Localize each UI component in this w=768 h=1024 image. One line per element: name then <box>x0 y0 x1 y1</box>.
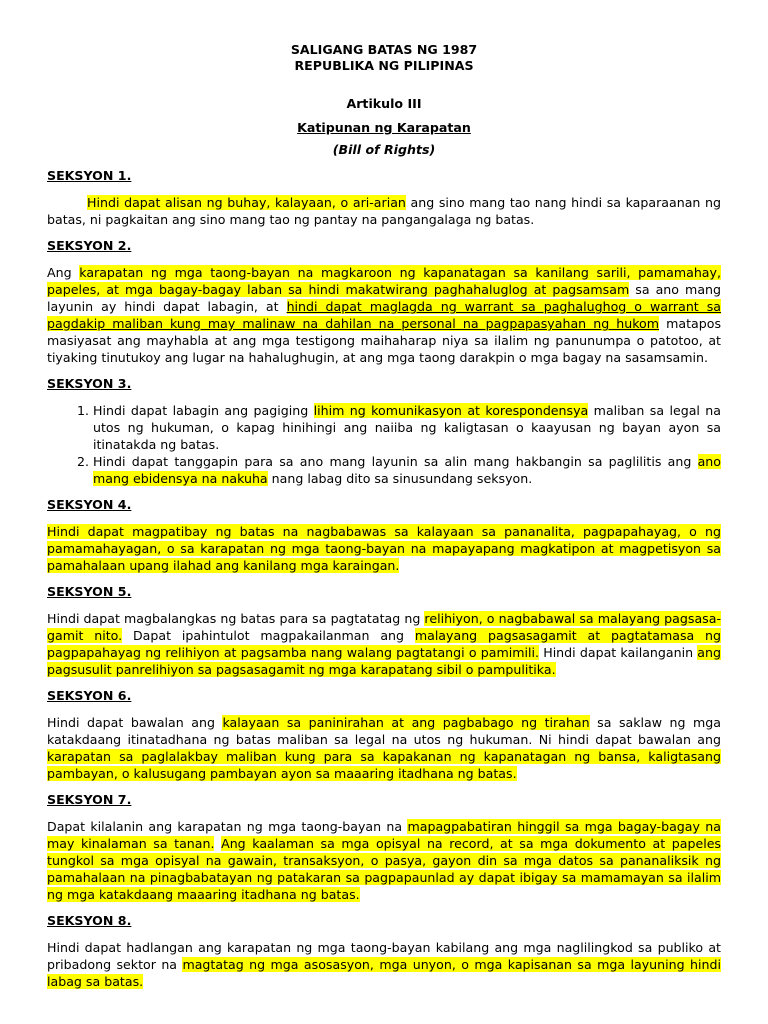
highlight: Hindi dapat alisan ng buhay, kalayaan, o ari-arian <box>87 195 406 210</box>
section-6-text <box>47 714 721 782</box>
text-run: matapos masiyasat ang mayhabla at ang mga testigong maihaharap niya sa ilalim ng panunumpa o patotoo, at tiyaking tinutukoy ang lugar na hahalughugin, at ang mga taong darakpin o mga bagay na sasamsamin. <box>47 316 722 365</box>
highlight: malayang pagsasagamit at pagtatamasa ng pagpapahayag ng relihiyon at pagsamba nang walang pagtatangi o pamimili. <box>47 628 722 660</box>
text-run: sa saklaw ng mga katakdaang itinatadhana ng batas maliban sa legal na utos ng hukuman. Ni hindi dapat bawalan ang <box>47 715 722 747</box>
text-run: Hindi dapat magbalangkas ng batas para sa pagtatatag ng <box>47 611 425 626</box>
section-5-text <box>47 610 721 678</box>
list-item <box>93 402 721 453</box>
section-6-title: SEKSYON 6. <box>47 688 132 703</box>
highlight: relihiyon, o nagbabawal sa malayang pagsasa-gamit nito. <box>47 611 721 643</box>
article-number: Artikulo III <box>346 96 422 111</box>
highlight: ano mang ebidensya na nakuha <box>93 454 721 486</box>
text-run: Ang <box>47 265 80 280</box>
text-run: Dapat kilalanin ang karapatan ng mga taong-bayan na <box>47 819 408 834</box>
highlight: mapagpabatiran hinggil sa mga bagay-bagay na may kinalaman sa tanan. <box>47 819 721 851</box>
document-title-line-2: REPUBLIKA NG PILIPINAS <box>294 58 474 73</box>
highlight: kalayaan sa paninirahan at ang pagbabago ng tirahan <box>222 715 590 730</box>
text-run: ang sino mang tao nang hindi sa kaparaanan ng batas, ni pagkaitan ang sino mang tao ng pantay na pangangalaga ng batas. <box>47 195 721 227</box>
article-heading: Katipunan ng Karapatan <box>297 120 471 135</box>
highlight: Ang kaalaman sa mga opisyal na record, at sa mga dokumento at papeles tungkol sa mga opisyal na gawain, transaksyon, o pasya, gayon din sa mga datos sa pananaliksik ng pamahalaan na pinagbabatayan ng patakaran sa pagpapaunlad ay dapat ibigay sa mamamayan sa ilalim ng mga katakdaang maaaring itadhana ng batas. <box>47 836 721 902</box>
section-7-text <box>47 818 721 903</box>
text-run: nang labag dito sa sinusundang seksyon. <box>267 471 533 486</box>
section-1-title: SEKSYON 1. <box>47 168 132 183</box>
highlight: lihim ng komunikasyon at korespondensya <box>313 403 589 418</box>
text-run: sa ano mang layunin ay hindi dapat labagin, at <box>47 282 722 314</box>
article-subheading: (Bill of Rights) <box>332 142 436 157</box>
text-run: maliban sa legal na utos ng hukuman, o kapag hinihingi ang naiiba ng kaligtasan o kaayusan ng bayan ayon sa itinatakda ng batas. <box>93 403 722 452</box>
text-run: Hindi dapat kailanganin <box>539 645 698 660</box>
text-run: Dapat ipahintulot magpakailanman ang <box>122 628 415 643</box>
highlight: Hindi dapat magpatibay ng batas na nagbabawas sa kalayaan sa pananalita, pagpapahayag, o ng pamamahayagan, o sa karapatan ng mga taong-bayan na mapayapang magkatipon at magpetisyon sa pamahalaan upang ilahad ang kanilang mga karaingan. <box>47 524 721 573</box>
highlight: ang pagsusulit panrelihiyon sa pagsasagamit ng mga karapatang sibil o pampulitika. <box>47 645 721 677</box>
document-page <box>47 42 721 1000</box>
section-8-title: SEKSYON 8. <box>47 913 132 928</box>
section-4-text <box>47 523 721 574</box>
section-3-title: SEKSYON 3. <box>47 376 132 391</box>
highlight-underlined: hindi dapat maglagda ng warrant sa paghalughog o warrant sa pagdakip maliban kung may malinaw na dahilan na personal na pagpapasyahan ng hukom <box>47 299 721 331</box>
section-4-title: SEKSYON 4. <box>47 497 132 512</box>
highlight: karapatan sa paglalakbay maliban kung para sa kapakanan ng kapanatagan ng bansa, kaligtasang pambayan, o kalusugang pambayan ayon sa maaaring itadhana ng batas. <box>47 749 721 781</box>
section-1-text <box>47 194 721 228</box>
section-2-title: SEKSYON 2. <box>47 238 132 253</box>
section-3-list <box>47 402 721 487</box>
section-7-title: SEKSYON 7. <box>47 792 132 807</box>
section-5-title: SEKSYON 5. <box>47 584 132 599</box>
section-2-text <box>47 264 721 366</box>
text-run: Hindi dapat bawalan ang <box>47 715 223 730</box>
highlight: karapatan ng mga taong-bayan na magkaroon ng kapanatagan sa kanilang sarili, pamamahay, papeles, at mga bagay-bagay laban sa hindi makatwirang paghahaluglog at pagsamsam <box>47 265 721 297</box>
section-8-text <box>47 939 721 990</box>
text-run: Hindi dapat tanggapin para sa ano mang layunin sa alin mang hakbangin sa paglilitis ang <box>93 454 698 469</box>
text-run: Hindi dapat hadlangan ang karapatan ng mga taong-bayan kabilang ang mga naglilingkod sa publiko at pribadong sektor na <box>47 940 721 972</box>
document-title-line-1: SALIGANG BATAS NG 1987 <box>290 42 478 57</box>
list-item <box>93 453 721 487</box>
text-run: Hindi dapat labagin ang pagiging <box>93 403 314 418</box>
highlight: magtatag ng mga asosasyon, mga unyon, o mga kapisanan sa mga layuning hindi labag sa batas. <box>47 957 721 989</box>
